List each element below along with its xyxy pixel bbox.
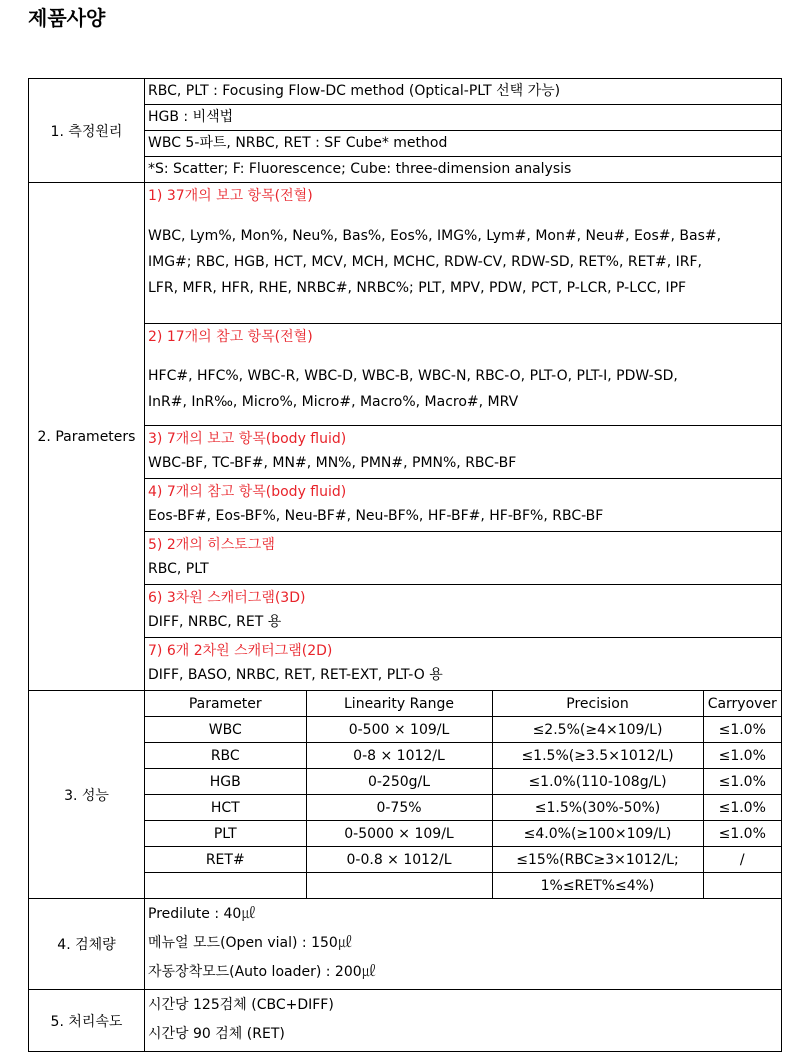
parameter-section (145, 324, 781, 426)
section-title: 6) 3차원 스캐터그램(3D) (148, 590, 306, 606)
principle-row (29, 79, 782, 183)
throughput-label: 5. 처리속도 (29, 990, 145, 1052)
table-row (145, 821, 781, 847)
performance-content (145, 691, 782, 899)
sample-volume-content (145, 899, 782, 990)
column-header: Precision (492, 691, 703, 717)
principle-content (145, 79, 782, 183)
parameters-label: 2. Parameters (29, 183, 145, 691)
table-cell: ≤1.0% (703, 743, 781, 769)
section-line: HFC#, HFC%, WBC-R, WBC-D, WBC-B, WBC-N, RBC-O, PLT-O, PLT-I, PDW-SD, (148, 368, 678, 384)
table-cell: HCT (145, 795, 306, 821)
table-row (145, 743, 781, 769)
principle-line: HGB : 비색법 (145, 105, 781, 131)
table-cell: 1%≤RET%≤4%) (492, 873, 703, 899)
parameter-section (145, 638, 781, 690)
sample-volume-row (29, 899, 782, 990)
section-title: 5) 2개의 히스토그램 (148, 537, 275, 553)
table-cell: / (703, 847, 781, 873)
table-row (145, 717, 781, 743)
performance-row (29, 691, 782, 899)
table-cell (145, 873, 306, 899)
sample-volume-label: 4. 검체량 (29, 899, 145, 990)
column-header: Linearity Range (306, 691, 492, 717)
principle-label: 1. 측정원리 (29, 79, 145, 183)
table-cell: 0-250g/L (306, 769, 492, 795)
parameter-section (145, 426, 781, 479)
table-cell: RBC (145, 743, 306, 769)
table-cell: ≤1.0% (703, 795, 781, 821)
table-row (145, 795, 781, 821)
column-header: Carryover (703, 691, 781, 717)
table-cell: ≤1.0%(110-108g/L) (492, 769, 703, 795)
table-row (145, 847, 781, 873)
sample-volume-line: 자동장착모드(Auto loader) : 200㎕ (148, 964, 376, 980)
section-line: RBC, PLT (148, 561, 209, 577)
throughput-row (29, 990, 782, 1052)
parameters-content (145, 183, 782, 691)
table-cell (703, 873, 781, 899)
table-row (145, 769, 781, 795)
section-title: 2) 17개의 참고 항목(전혈) (148, 329, 313, 345)
section-line: InR#, InR‰, Micro%, Micro#, Macro%, Macro#, MRV (148, 394, 519, 410)
table-cell: ≤1.0% (703, 821, 781, 847)
table-cell: ≤4.0%(≥100×109/L) (492, 821, 703, 847)
sample-volume-line: 메뉴얼 모드(Open vial) : 150㎕ (148, 935, 352, 951)
throughput-line: 시간당 125검체 (CBC+DIFF) (148, 997, 334, 1013)
table-cell: PLT (145, 821, 306, 847)
page-title: 제품사양 (28, 6, 106, 30)
parameter-section (145, 532, 781, 585)
table-cell: ≤1.5%(30%-50%) (492, 795, 703, 821)
section-line: Eos-BF#, Eos-BF%, Neu-BF#, Neu-BF%, HF-BF#, HF-BF%, RBC-BF (148, 508, 604, 524)
table-row (145, 873, 781, 899)
table-cell: HGB (145, 769, 306, 795)
table-cell: WBC (145, 717, 306, 743)
section-title: 4) 7개의 참고 항목(body fluid) (148, 484, 347, 500)
principle-line: WBC 5-파트, NRBC, RET : SF Cube* method (145, 131, 781, 157)
principle-line: *S: Scatter; F: Fluorescence; Cube: three-dimension analysis (148, 161, 572, 177)
section-line: WBC, Lym%, Mon%, Neu%, Bas%, Eos%, IMG%, Lym#, Mon#, Neu#, Eos#, Bas#, (148, 228, 722, 244)
performance-label: 3. 성능 (29, 691, 145, 899)
section-line: IMG#; RBC, HGB, HCT, MCV, MCH, MCHC, RDW-CV, RDW-SD, RET%, RET#, IRF, (148, 254, 702, 270)
principle-line: RBC, PLT : Focusing Flow-DC method (Optical-PLT 선택 가능) (145, 79, 781, 105)
section-title: 7) 6개 2차원 스캐터그램(2D) (148, 643, 333, 659)
table-cell: ≤1.0% (703, 717, 781, 743)
table-cell: RET# (145, 847, 306, 873)
table-cell: ≤2.5%(≥4×109/L) (492, 717, 703, 743)
table-cell: 0-0.8 × 1012/L (306, 847, 492, 873)
table-cell: ≤1.0% (703, 769, 781, 795)
table-cell: 0-5000 × 109/L (306, 821, 492, 847)
sample-volume-line: Predilute : 40㎕ (148, 906, 256, 922)
throughput-line: 시간당 90 검체 (RET) (148, 1026, 285, 1042)
section-title: 1) 37개의 보고 항목(전혈) (148, 188, 313, 204)
table-cell: 0-75% (306, 795, 492, 821)
parameter-section (145, 585, 781, 638)
section-line: DIFF, NRBC, RET 용 (148, 614, 282, 630)
column-header: Parameter (145, 691, 306, 717)
table-cell (306, 873, 492, 899)
section-title: 3) 7개의 보고 항목(body fluid) (148, 431, 347, 447)
table-cell: ≤15%(RBC≥3×1012/L; (492, 847, 703, 873)
table-cell: 0-8 × 1012/L (306, 743, 492, 769)
performance-table (145, 691, 781, 898)
section-line: WBC-BF, TC-BF#, MN#, MN%, PMN#, PMN%, RBC-BF (148, 455, 517, 471)
throughput-content (145, 990, 782, 1052)
table-cell: ≤1.5%(≥3.5×1012/L) (492, 743, 703, 769)
section-line: LFR, MFR, HFR, RHE, NRBC#, NRBC%; PLT, MPV, PDW, PCT, P-LCR, P-LCC, IPF (148, 280, 687, 296)
performance-header-row (145, 691, 781, 717)
section-line: DIFF, BASO, NRBC, RET, RET-EXT, PLT-O 용 (148, 667, 443, 683)
parameter-section (145, 479, 781, 532)
spec-table (28, 78, 782, 1052)
parameter-section (145, 183, 781, 324)
parameters-row (29, 183, 782, 691)
table-cell: 0-500 × 109/L (306, 717, 492, 743)
